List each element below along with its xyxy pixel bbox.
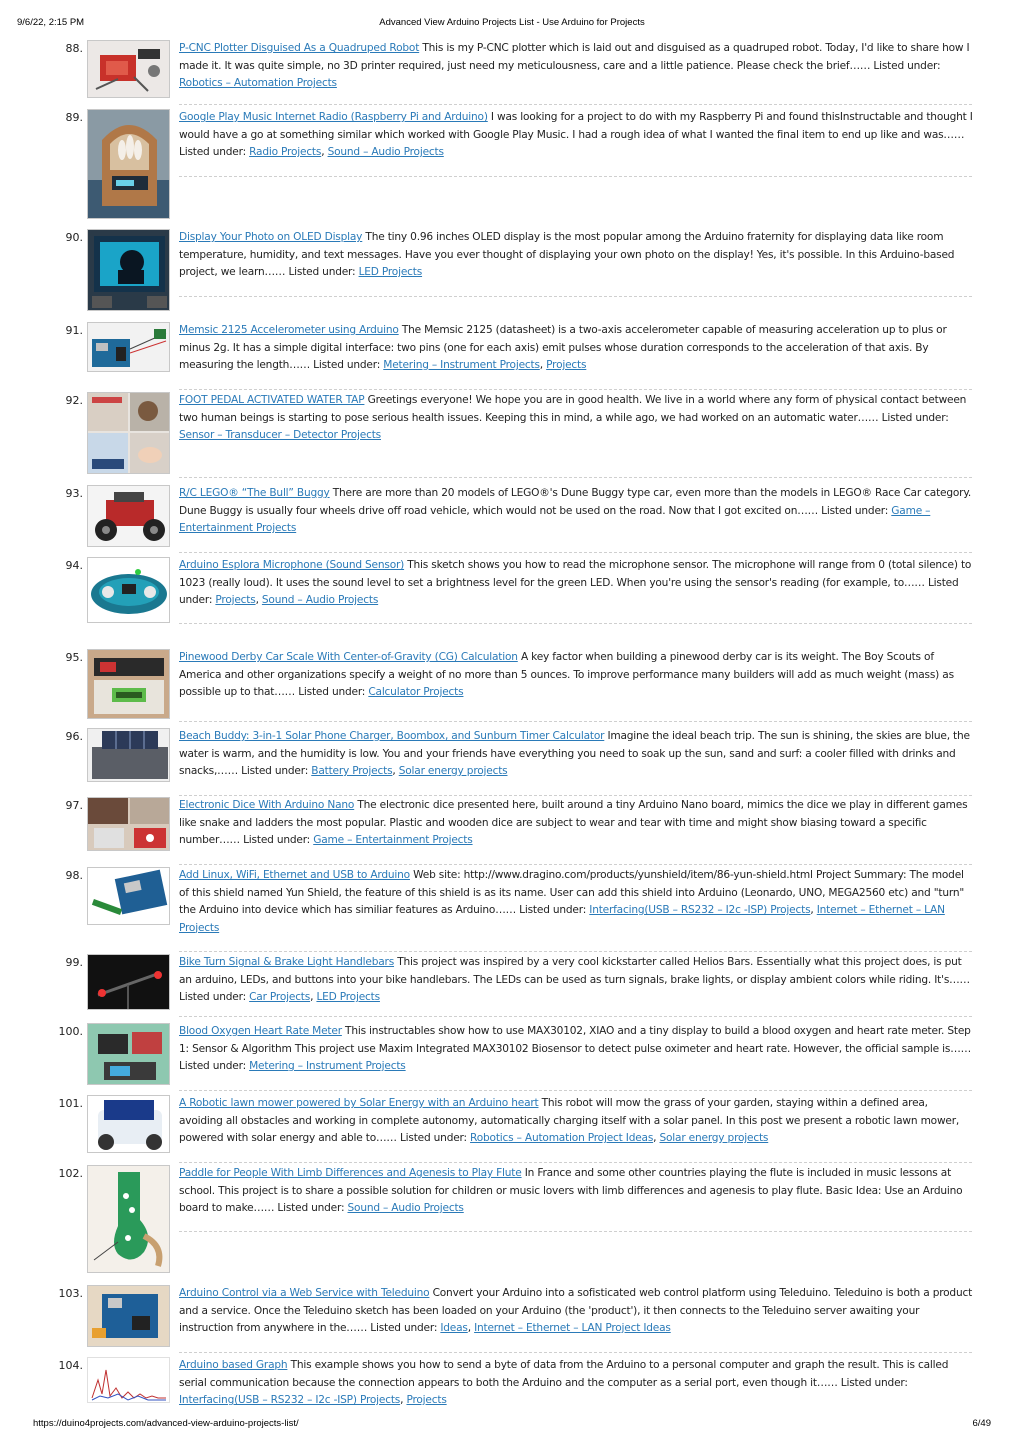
item-description: FOOT PEDAL ACTIVATED WATER TAP Greetings everyone! We hope you are in good health. We live in a world where any form of physical contact between two human beings is starting to pose serious health issues. Keeping this in mind, a while ago, we had worked on an automatic water…… Listed under: Sensor – Transducer – Detector Projects xyxy=(179,394,967,441)
item-description: R/C LEGO® “The Bull” Buggy There are more than 20 models of LEGO®'s Dune Buggy type car, even more than the models in LEGO® Race Car category. Dune Buggy is usually four wheels drive off road vehicle, which would not be used on the road. Now that I got excited on…… Listed under: Game – Entertainment Projects xyxy=(179,487,972,534)
item-description: Blood Oxygen Heart Rate Meter This instructables show how to use MAX30102, XIAO and a tiny display to build a blood oxygen and heart rate meter. Step 1: Sensor & Algorithm This project use Maxim Integrated MAX30102 Biosensor to detect pulse oximeter and heart rate. However, the official sample is…… Listed under: Metering – Instrument Projects xyxy=(179,1025,972,1072)
item-description: Display Your Photo on OLED Display The tiny 0.96 inches OLED display is the most popular among the Arduino fraternity for displaying data like room temperature, humidity, and text messages. Have you ever thought of displaying your own photo on the display! Yes, it's possible. In this Arduino-based project, we learn…… Listed under: LED Projects xyxy=(179,231,955,278)
project-thumbnail[interactable] xyxy=(87,229,170,311)
category-link[interactable]: Sound – Audio Projects xyxy=(327,146,444,158)
item-number: 96. xyxy=(65,730,83,743)
category-link[interactable]: Solar energy projects xyxy=(398,765,508,777)
divider xyxy=(179,296,972,297)
item-description: Electronic Dice With Arduino Nano The electronic dice presented here, built around a tiny Arduino Nano board, mimics the dice we play in different games like snake and ladders the most popular. Plastic and wooden dice are subject to wear and tear with time and might show biasing toward a specific number…… Listed under: Game – Entertainment Projects xyxy=(179,799,968,846)
project-thumbnail[interactable] xyxy=(87,40,170,98)
project-link[interactable]: P-CNC Plotter Disguised As a Quadruped Robot xyxy=(179,42,420,54)
project-link[interactable]: Arduino Control via a Web Service with Teleduino xyxy=(179,1287,430,1299)
project-thumbnail[interactable] xyxy=(87,322,170,372)
item-description: Arduino based Graph This example shows you how to send a byte of data from the Arduino to a personal computer and graph the result. This is called serial communication because the connection appears to both the Arduino and the computer as a serial port, even though it…… Listed under: Interfacing(USB – RS232 – I2c -ISP) Projects, Projects xyxy=(179,1359,949,1406)
category-link[interactable]: Interfacing(USB – RS232 – I2c -ISP) Projects xyxy=(179,1394,401,1406)
category-link[interactable]: Sound – Audio Projects xyxy=(347,1202,464,1214)
project-thumbnail[interactable] xyxy=(87,797,170,851)
project-link[interactable]: Pinewood Derby Car Scale With Center-of-Gravity (CG) Calculation xyxy=(179,651,518,663)
project-link[interactable]: Bike Turn Signal & Brake Light Handlebars xyxy=(179,956,395,968)
divider xyxy=(179,795,972,796)
project-link[interactable]: Arduino based Graph xyxy=(179,1359,288,1371)
category-link[interactable]: Internet – Ethernet – LAN Projects xyxy=(179,904,945,934)
category-link[interactable]: Interfacing(USB – RS232 – I2c -ISP) Projects xyxy=(589,904,811,916)
print-datetime: 9/6/22, 2:15 PM xyxy=(17,17,85,28)
item-description: A Robotic lawn mower powered by Solar Energy with an Arduino heart This robot will mow the grass of your garden, staying within a defined area, avoiding all obstacles and working in complete autonomy, automatically charging itself with a solar panel. In this post we present a robotic lawn mower, powered with solar energy and able to…… Listed under: Robotics – Automation Project Ideas, Solar energy projects xyxy=(179,1097,960,1144)
project-thumbnail[interactable] xyxy=(87,109,170,219)
project-thumbnail[interactable] xyxy=(87,485,170,547)
project-link[interactable]: Add Linux, WiFi, Ethernet and USB to Arduino xyxy=(179,869,410,881)
item-description: Memsic 2125 Accelerometer using Arduino The Memsic 2125 (datasheet) is a two-axis accelerometer capable of measuring acceleration up to plus or minus 2g. It has a simple digital interface: two pins (one for each axis) emit pulses whose duration corresponds to the acceleration of that axis. By measuring the length…… Listed under: Metering – Instrument Projects, Projects xyxy=(179,324,947,371)
item-number: 102. xyxy=(58,1167,83,1180)
item-number: 95. xyxy=(65,651,83,664)
divider xyxy=(179,552,972,553)
category-link[interactable]: LED Projects xyxy=(358,266,423,278)
item-number: 90. xyxy=(65,231,83,244)
item-description: Arduino Control via a Web Service with Teleduino Convert your Arduino into a sofisticated web control platform using Teleduino. Teleduino is both a product and a service. Once the Teleduino sketch has been loaded on your Arduino (the 'product'), it then connects to the Teleduino server awaiting your instruction from anywhere in the…… Listed under: Ideas, Internet – Ethernet – LAN Project Ideas xyxy=(179,1287,973,1334)
category-link[interactable]: Calculator Projects xyxy=(368,686,464,698)
item-number: 92. xyxy=(65,394,83,407)
divider xyxy=(179,1016,972,1017)
item-number: 104. xyxy=(58,1359,83,1372)
item-description: Bike Turn Signal & Brake Light Handlebars This project was inspired by a very cool kickstarter called Helios Bars. Essentially what this project does, is put an arduino, LEDs, and buttons into your bike handlebars. The LEDs can be used as turn signals, brake lights, or display ambient colors while riding. It's…… Listed under: Car Projects, LED Projects xyxy=(179,956,970,1003)
project-thumbnail[interactable] xyxy=(87,649,170,719)
divider xyxy=(179,1231,972,1232)
item-description: Arduino Esplora Microphone (Sound Sensor) This sketch shows you how to read the microphone sensor. The microphone will range from 0 (total silence) to 1023 (really loud). It uses the sound level to set a brightness level for the green LED. When you're using the sensor's reading (for example, to…… Listed under: Projects, Sound – Audio Projects xyxy=(179,559,972,606)
project-thumbnail[interactable] xyxy=(87,867,170,925)
project-link[interactable]: Google Play Music Internet Radio (Raspberry Pi and Arduino) xyxy=(179,111,488,123)
page-count: 6/49 xyxy=(972,1418,991,1429)
project-thumbnail[interactable] xyxy=(87,392,170,474)
item-number: 94. xyxy=(65,559,83,572)
print-url: https://duino4projects.com/advanced-view-arduino-projects-list/ xyxy=(33,1418,299,1429)
category-link[interactable]: Sound – Audio Projects xyxy=(261,594,379,606)
item-number: 97. xyxy=(65,799,83,812)
category-link[interactable]: Car Projects xyxy=(249,991,311,1003)
project-link[interactable]: Memsic 2125 Accelerometer using Arduino xyxy=(179,324,399,336)
item-number: 99. xyxy=(65,956,83,969)
category-link[interactable]: Game – Entertainment Projects xyxy=(313,834,473,846)
category-link[interactable]: Battery Projects xyxy=(311,765,393,777)
item-description: Add Linux, WiFi, Ethernet and USB to Arduino Web site: http://www.dragino.com/products/yunshield/item/86-yun-shield.html Project Summary: The model of this shield named Yun Shield, the feature of this shield is as its name. User can add this shield into Arduino (Leonardo, UNO, MEGA2560 etc) and "turn" the Arduino into device which has similiar features as Arduino…… Listed under: Interfacing(USB – RS232 – I2c -ISP) Projects, Internet – Ethernet – LAN Projects xyxy=(179,869,965,934)
project-thumbnail[interactable] xyxy=(87,954,170,1010)
project-link[interactable]: Electronic Dice With Arduino Nano xyxy=(179,799,355,811)
project-thumbnail[interactable] xyxy=(87,1357,170,1403)
category-link[interactable]: Game – Entertainment Projects xyxy=(179,504,931,534)
category-link[interactable]: Robotics – Automation Projects xyxy=(179,77,337,89)
divider xyxy=(179,721,972,722)
project-thumbnail[interactable] xyxy=(87,1285,170,1347)
divider xyxy=(179,104,972,105)
project-link[interactable]: Beach Buddy: 3-in-1 Solar Phone Charger, Boombox, and Sunburn Timer Calculator xyxy=(179,730,605,742)
print-header xyxy=(17,17,1007,31)
divider xyxy=(179,1090,972,1091)
category-link[interactable]: Sensor – Transducer – Detector Projects xyxy=(179,429,381,441)
print-page-title: Advanced View Arduino Projects List - Use Arduino for Projects xyxy=(379,17,645,28)
item-number: 89. xyxy=(65,111,83,124)
project-thumbnail[interactable] xyxy=(87,1023,170,1085)
category-link[interactable]: Robotics – Automation Project Ideas xyxy=(470,1132,654,1144)
project-thumbnail[interactable] xyxy=(87,1095,170,1153)
category-link[interactable]: Internet – Ethernet – LAN Project Ideas xyxy=(474,1322,671,1334)
item-number: 91. xyxy=(65,324,83,337)
item-number: 103. xyxy=(58,1287,83,1300)
project-link[interactable]: Arduino Esplora Microphone (Sound Sensor) xyxy=(179,559,405,571)
project-link[interactable]: Blood Oxygen Heart Rate Meter xyxy=(179,1025,342,1037)
project-link[interactable]: FOOT PEDAL ACTIVATED WATER TAP xyxy=(179,394,365,406)
item-number: 101. xyxy=(58,1097,83,1110)
divider xyxy=(179,864,972,865)
item-number: 100. xyxy=(58,1025,83,1038)
divider xyxy=(179,1162,972,1163)
divider xyxy=(179,176,972,177)
project-link[interactable]: Paddle for People With Limb Differences and Agenesis to Play Flute xyxy=(179,1167,522,1179)
category-link[interactable]: Ideas xyxy=(440,1322,468,1334)
item-description: Paddle for People With Limb Differences and Agenesis to Play Flute In France and some other countries playing the flute is included in music lessons at school. This project is to share a possible solution for children or music lovers with limb differences and agenesis to play flute. Basic Idea: Use an Arduino board to make…… Listed under: Sound – Audio Projects xyxy=(179,1167,963,1214)
category-link[interactable]: Projects xyxy=(546,359,587,371)
divider xyxy=(179,477,972,478)
divider xyxy=(179,1352,972,1353)
item-number: 88. xyxy=(65,42,83,55)
category-link[interactable]: LED Projects xyxy=(316,991,380,1003)
category-link[interactable]: Metering – Instrument Projects xyxy=(383,359,540,371)
project-link[interactable]: A Robotic lawn mower powered by Solar Energy with an Arduino heart xyxy=(179,1097,539,1109)
project-link[interactable]: R/C LEGO® “The Bull” Buggy xyxy=(179,487,330,499)
item-description: Beach Buddy: 3-in-1 Solar Phone Charger, Boombox, and Sunburn Timer Calculator Imagine the ideal beach trip. The sun is shining, the skies are blue, the water is warm, and the humidity is low. You and your friends have everything you need to soak up the sun, sand and surf: a cooler filled with drinks and snacks,…… Listed under: Battery Projects, Solar energy projects xyxy=(179,730,970,777)
divider xyxy=(179,623,972,624)
category-link[interactable]: Projects xyxy=(215,594,256,606)
category-link[interactable]: Metering – Instrument Projects xyxy=(249,1060,406,1072)
category-link[interactable]: Projects xyxy=(406,1394,447,1406)
project-thumbnail[interactable] xyxy=(87,1165,170,1273)
project-link[interactable]: Display Your Photo on OLED Display xyxy=(179,231,363,243)
project-thumbnail[interactable] xyxy=(87,728,170,782)
item-description: Pinewood Derby Car Scale With Center-of-Gravity (CG) Calculation A key factor when building a pinewood derby car is its weight. The Boy Scouts of America and other organizations specify a weight of no more than 5 ounces. To improve performance many builders will add as much weight (mass) as possible up to that…… Listed under: Calculator Projects xyxy=(179,651,954,698)
category-link[interactable]: Solar energy projects xyxy=(659,1132,769,1144)
print-footer xyxy=(33,1418,991,1432)
item-number: 98. xyxy=(65,869,83,882)
divider xyxy=(179,389,972,390)
item-description: Google Play Music Internet Radio (Raspberry Pi and Arduino) I was looking for a project to do with my Raspberry Pi and found thisInstructable and thought I would have a go at something similar which worked with Google Play Music. I had a rough idea of what I wanted the final item to end up like and was…… Listed under: Radio Projects, Sound – Audio Projects xyxy=(179,111,973,158)
item-number: 93. xyxy=(65,487,83,500)
project-thumbnail[interactable] xyxy=(87,557,170,623)
item-description: P-CNC Plotter Disguised As a Quadruped Robot This is my P-CNC plotter which is laid out and disguised as a quadruped robot. Today, I'd like to share how I made it. It was quite simple, no 3D printer required, just need my meticulousness, care and a little patience. Please check the brief…… Listed under: Robotics – Automation Projects xyxy=(179,42,970,89)
divider xyxy=(179,951,972,952)
category-link[interactable]: Radio Projects xyxy=(249,146,322,158)
